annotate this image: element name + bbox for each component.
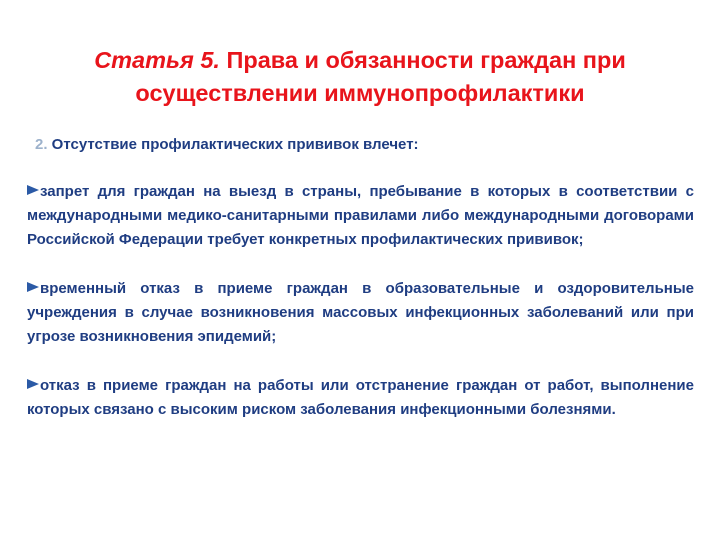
list-item-text: запрет для граждан на выезд в страны, пребывание в которых в соответствии с международными медико-санитарными правилами либо международными договорами Российской Федерации требует конкретных профилактических прививок; [27,183,694,248]
section-number: 2. [35,136,48,153]
consequence-list [27,180,694,447]
article-label: Статья 5. [94,47,220,73]
triangle-bullet-icon [27,185,39,195]
title-text: Права и обязанности граждан при осуществлении иммунопрофилактики [135,47,626,106]
list-item-text: отказ в приеме граждан на работы или отстранение граждан от работ, выполнение которых связано с высоким риском заболевания инфекционными болезнями. [27,377,694,418]
list-item [27,277,694,349]
list-item [27,374,694,422]
triangle-bullet-icon [27,379,39,389]
list-item-text: временный отказ в приеме граждан в образовательные и оздоровительные учреждения в случае возникновения массовых инфекционных заболеваний или при угрозе возникновения эпидемий; [27,280,694,345]
section-heading [35,136,419,154]
section-heading-text: Отсутствие профилактических прививок влечет: [47,136,419,153]
triangle-bullet-icon [27,282,39,292]
list-item [27,180,694,252]
slide-title [40,44,680,110]
